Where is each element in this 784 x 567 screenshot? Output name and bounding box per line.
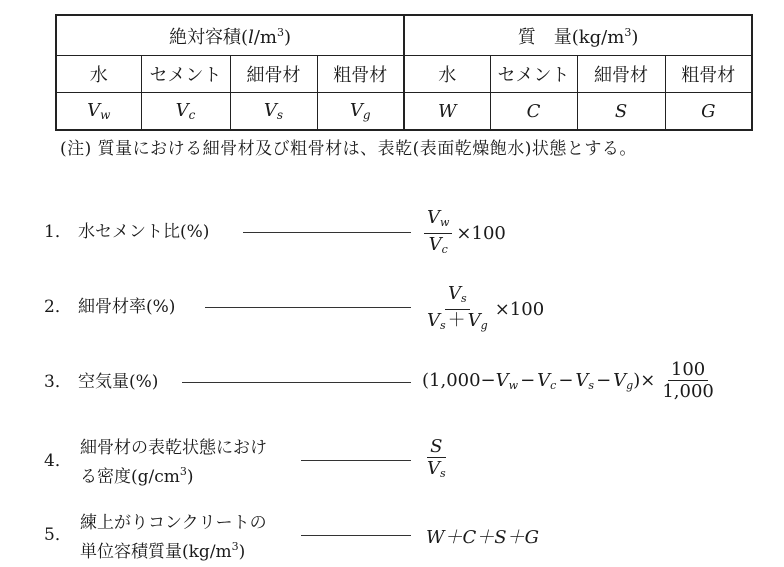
formula-unit-volume-mass: W＋C＋S＋G — [426, 527, 539, 548]
cell-vc: $V_c$ — [141, 93, 230, 131]
formula-air-content: (1,000− $V_w$ − $V_c$ − $V_s$ − $V_g$ )× $\frac{100}{1,000}$ — [422, 359, 714, 402]
col-header-coarse-aggregate: 粗骨材 — [317, 56, 404, 93]
cell-vw: $V_w$ — [56, 93, 141, 131]
item-2-label: 2． 細骨材率(%) — [44, 297, 176, 317]
cell-vg: $V_g$ — [317, 93, 404, 131]
item-4-label: 細骨材の表乾状態におけ る密度$(g/cm^3)$ — [80, 438, 267, 487]
item-1-leader-line — [243, 232, 411, 233]
col-header-water: 水 — [56, 56, 141, 93]
mix-proportion-table — [55, 14, 753, 131]
header-mass: 質 量$(kg/m^3)$ — [404, 15, 752, 56]
table-note: (注) 質量における細骨材及び粗骨材は、表乾(表面乾燥飽水)状態とする。 — [60, 139, 637, 159]
formula-fine-aggregate-ratio: $\frac{V_s}{V_s + V_g}$ ×100 — [427, 283, 545, 332]
col-header-water-mass: 水 — [404, 56, 490, 93]
formula-water-cement-ratio: $\frac{V_w}{V_c}$ ×100 — [420, 207, 506, 260]
item-5-label: 練上がりコンクリートの 単位容積質量$(kg/m^3)$ — [80, 513, 267, 562]
item-4-leader-line — [301, 460, 411, 461]
cell-g: G — [665, 93, 752, 131]
cell-vs: $V_s$ — [230, 93, 317, 131]
col-header-cement-mass: セメント — [490, 56, 577, 93]
cell-s: S — [577, 93, 665, 131]
item-5-leader-line — [301, 535, 411, 536]
col-header-coarse-aggregate-mass: 粗骨材 — [665, 56, 752, 93]
item-3-leader-line — [182, 382, 411, 383]
col-header-fine-aggregate: 細骨材 — [230, 56, 317, 93]
col-header-fine-aggregate-mass: 細骨材 — [577, 56, 665, 93]
item-2-leader-line — [205, 307, 411, 308]
cell-w: W — [404, 93, 490, 131]
item-4-number: 4． — [44, 451, 72, 471]
cell-c: C — [490, 93, 577, 131]
item-1-label: 1． 水セメント比(%) — [44, 222, 210, 242]
header-absolute-volume: 絶対容積$(l/m^3)$ — [56, 15, 404, 56]
item-3-label: 3． 空気量(%) — [44, 372, 159, 392]
formula-fine-aggregate-density: $\frac{S}{V_s}$ — [427, 436, 446, 480]
col-header-cement: セメント — [141, 56, 230, 93]
item-5-number: 5． — [44, 525, 72, 545]
